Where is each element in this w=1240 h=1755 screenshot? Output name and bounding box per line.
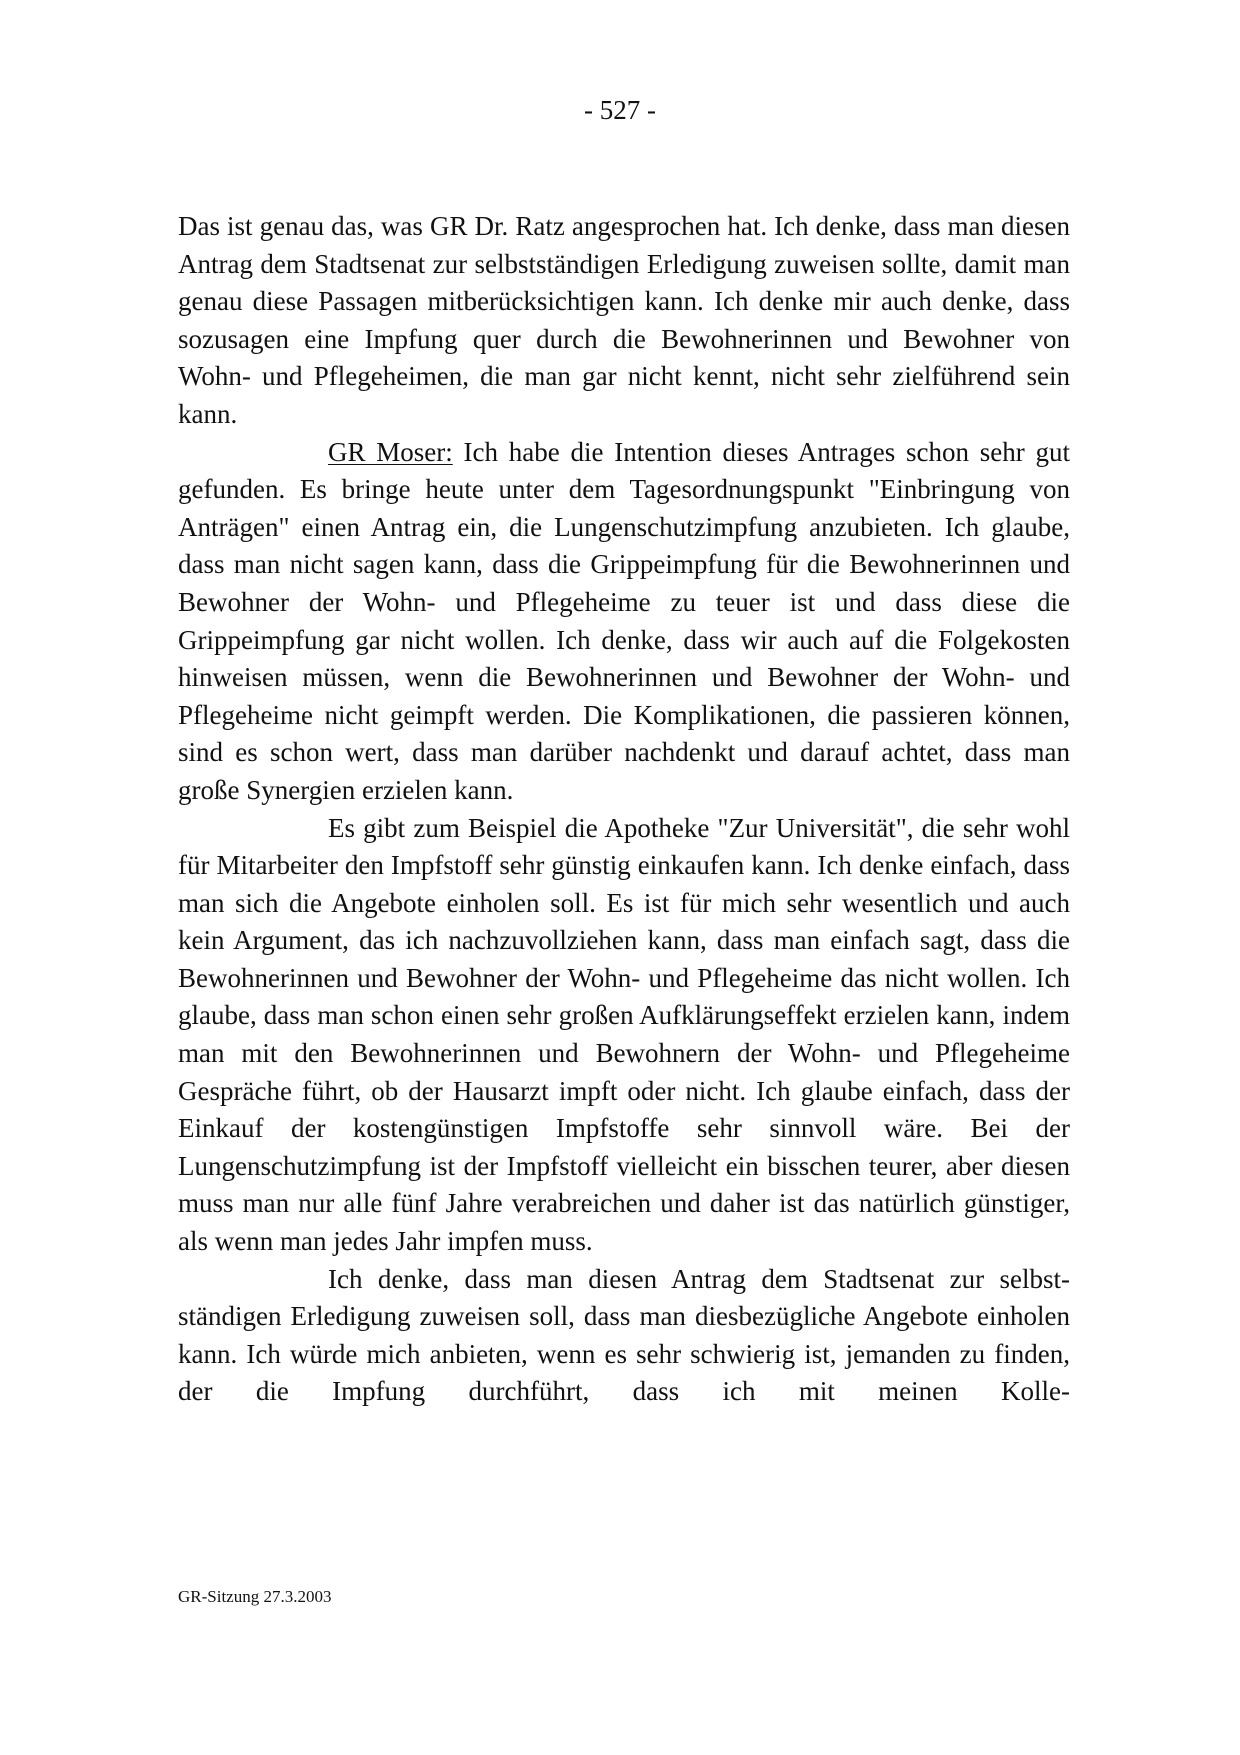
paragraph-4: Ich denke, dass man diesen Antrag dem Stadtsenat zur selbstständigen Erledigung zuweisen soll, dass man diesbezügliche Angebote einholen kann. Ich würde mich anbieten, wenn es sehr schwierig ist, jemanden zu finden, der die Impfung durchführt, dass ich mit meinen Kolle- (178, 1263, 1070, 1407)
page-number: - 527 - (584, 95, 656, 125)
footer-session-date: GR-Sitzung 27.3.2003 (178, 1587, 332, 1606)
paragraph-2-text: Ich habe die Intention dieses Antrages schon sehr gut gefunden. Es bringe heute unter dem Tagesordnungspunkt "Einbringung von Anträgen" einen Antrag ein, die Lungenschutzimpfung anzubieten. Ich glaube, dass man nicht sagen kann, dass die Grippeimpfung für die Bewohnerinnen und Bewohner der Wohn- und Pflegeheime zu teuer ist und dass diese die Grippeimpfung gar nicht wollen. Ich denke, dass wir auch auf die Folgekosten hinweisen müssen, wenn die Bewohnerinnen und Bewohner der Wohn- und Pflegeheime nicht geimpft werden. Die Komplikationen, die passieren können, sind es schon wert, dass man darüber nachdenkt und darauf achtet, dass man große Synergien erzielen kann. (178, 436, 1070, 805)
body-text (178, 208, 1070, 1411)
paragraph-1: Das ist genau das, was GR Dr. Ratz angesprochen hat. Ich denke, dass man diesen Antrag dem Stadtsenat zur selbstständigen Erledigung zuweisen sollte, damit man genau diese Passagen mitberücksichtigen kann. Ich denke mir auch denke, dass sozusagen eine Impfung quer durch die Bewohnerinnen und Bewohner von Wohn- und Pflegeheimen, die man gar nicht kennt, nicht sehr zielführend sein kann. (178, 211, 1070, 429)
speaker-name: GR Moser: (328, 436, 453, 467)
paragraph-3: Es gibt zum Beispiel die Apotheke "Zur Universität", die sehr wohl für Mitarbeiter den Impfstoff sehr günstig einkaufen kann. Ich denke einfach, dass man sich die Angebote einholen soll. Es ist für mich sehr wesentlich und auch kein Argument, das ich nachzuvollziehen kann, dass man einfach sagt, dass die Bewohnerinnen und Bewohner der Wohn- und Pflegeheime das nicht wollen. Ich glaube, dass man schon einen sehr großen Aufklärungseffekt erzielen kann, indem man mit den Bewohnerinnen und Bewohnern der Wohn- und Pflegeheime Gespräche führt, ob der Hausarzt impft oder nicht. Ich glaube einfach, dass der Einkauf der kostengünstigen Impfstoffe sehr sinnvoll wäre. Bei der Lungenschutzimpfung ist der Impfstoff vielleicht ein bisschen teurer, aber diesen muss man nur alle fünf Jahre verabreichen und daher ist das natürlich günstiger, als wenn man jedes Jahr impfen muss. (178, 812, 1070, 1257)
paragraph-2 (178, 434, 1070, 810)
